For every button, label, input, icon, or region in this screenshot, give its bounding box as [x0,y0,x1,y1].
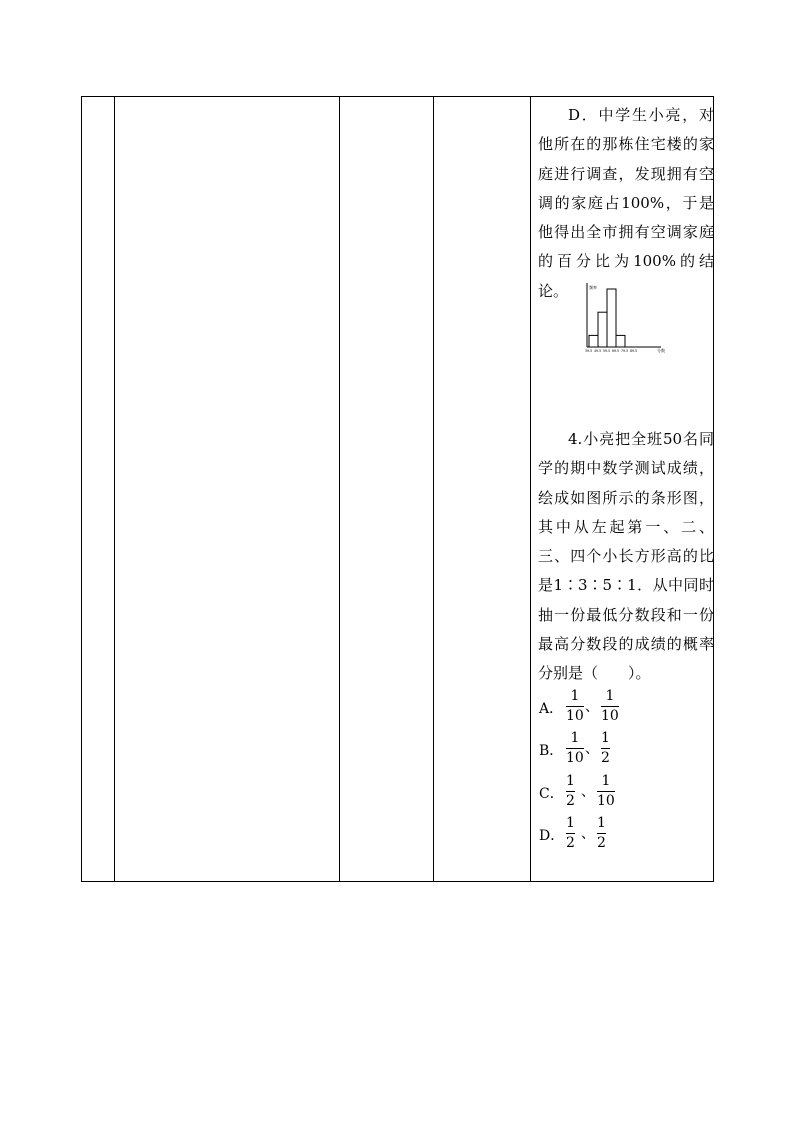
x-axis-label: 分数 [657,348,665,353]
column-divider [339,97,340,881]
answer-option [539,773,709,813]
exercise-cell [534,97,714,881]
histogram [581,281,671,355]
histogram-bar [598,312,607,347]
option-letter: D． [539,828,565,844]
lesson-table [81,96,714,882]
fraction-second: 1 10 [601,688,619,724]
tick-label: 79.5 [621,349,629,353]
column-divider [114,97,115,881]
fraction-first: 1 10 [566,730,584,766]
answer-option [539,688,709,728]
histogram-bar [589,335,598,347]
fraction-second: 1 2 [597,815,606,851]
column-divider [433,97,434,881]
histogram-bar [616,335,625,347]
option-letter: B． [539,743,564,759]
y-axis-label: 频率 [589,285,597,290]
column-divider [530,97,531,881]
fraction-first: 1 2 [566,773,575,809]
question-4-stem: 4.小亮把全班50名同学的期中数学测试成绩，绘成如图所示的条形图，其中从左起第一、二、三、四个小长方形高的比是1∶3∶5∶1．从中同时抽一份最低分数段和一份最高分数段的成绩的概率分别是（ ）。 [538,430,714,683]
option-letter: C． [539,786,564,802]
separator: 、 [585,699,599,715]
answer-option [539,815,709,855]
fraction-first: 1 10 [566,688,584,724]
option-letter: A． [539,701,564,717]
tick-label: 49.5 [594,349,602,353]
fraction-second: 1 2 [601,730,610,766]
separator: 、 [581,784,595,800]
separator: 、 [585,741,599,757]
answer-option [539,730,709,770]
fraction-first: 1 2 [566,815,575,851]
tick-label: 39.5 [585,349,593,353]
question-d-text: D．中学生小亮，对他所在的那栋住宅楼的家庭进行调查，发现拥有空调的家庭占100%，于是他得出全市拥有空调家庭的百分比为100%的结论。 [538,106,714,300]
tick-label: 69.5 [612,349,620,353]
separator: 、 [581,826,595,842]
tick-label: 59.5 [603,349,611,353]
histogram-bar [607,289,616,347]
fraction-second: 1 10 [597,773,615,809]
tick-label: 89.5 [630,349,638,353]
